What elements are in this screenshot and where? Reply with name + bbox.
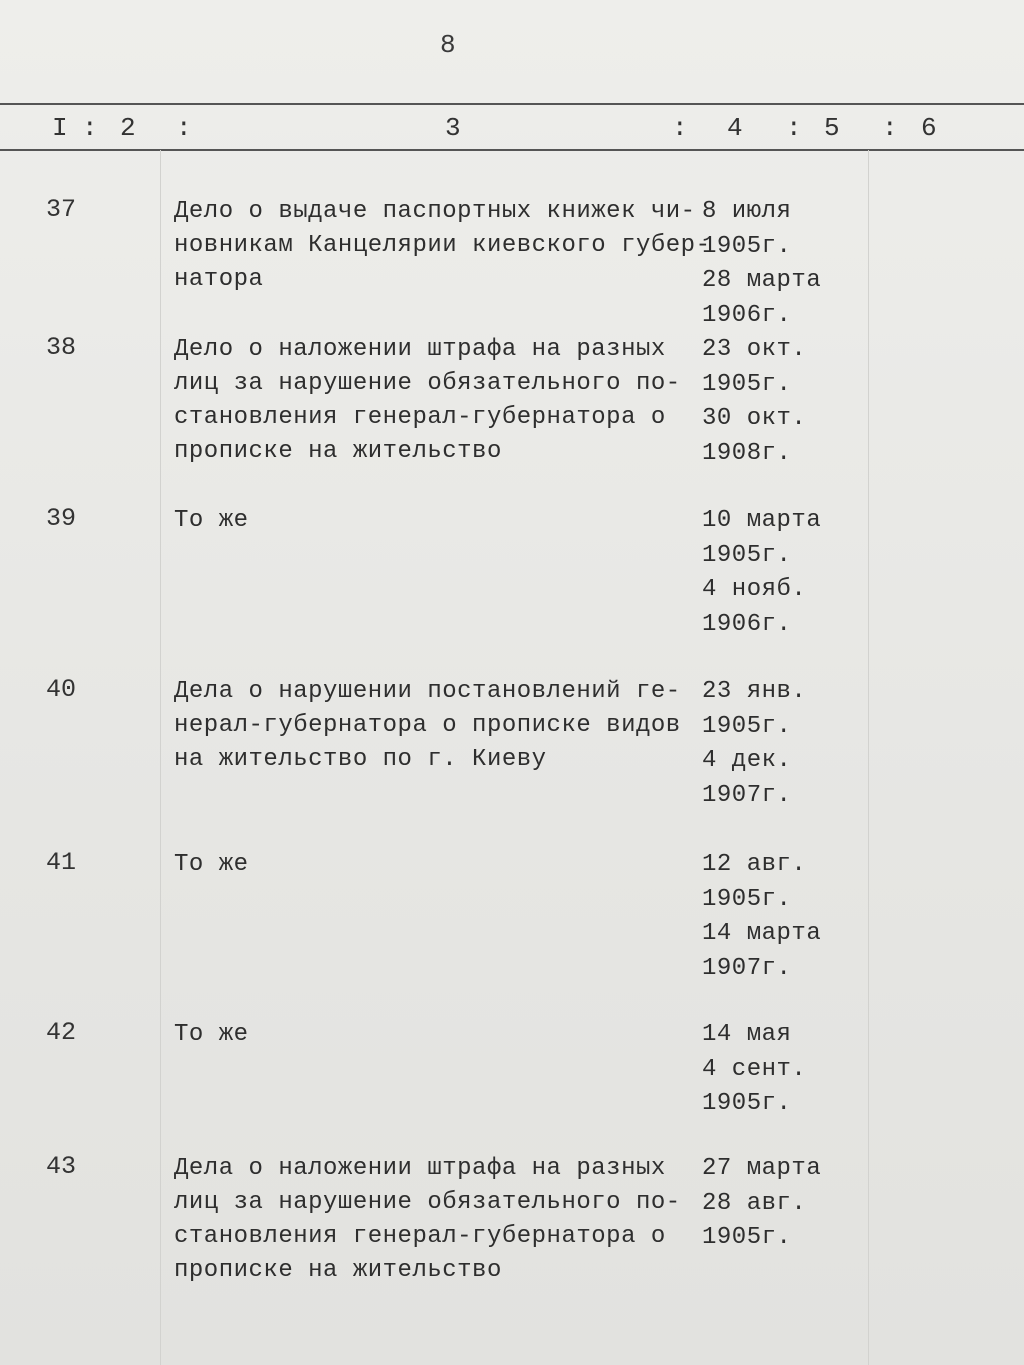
row-dates: 12 авг. 1905г. 14 марта 1907г. (702, 851, 822, 982)
row-number: 37 (46, 195, 77, 224)
row-description: Дело о наложении штрафа на разных лиц за нарушение обязательного по- становления генерал-губернатора о прописке на жительство (174, 336, 681, 465)
row-number: 39 (46, 504, 77, 533)
header-separator: : (82, 113, 98, 143)
header-col-6: 6 (921, 113, 937, 143)
header-bottom-rule (0, 149, 1024, 151)
row-description: Дела о нарушении постановлений ге- нерал-губернатора о прописке видов на жительство по г. Киеву (174, 678, 681, 773)
header-separator: : (672, 113, 688, 143)
header-top-rule (0, 103, 1024, 105)
row-dates: 10 марта 1905г. 4 нояб. 1906г. (702, 507, 822, 638)
row-number: 38 (46, 333, 77, 362)
row-description: Дело о выдаче паспортных книжек чи- новникам Канцелярии киевского губер- натора (174, 198, 711, 293)
header-separator: : (176, 113, 192, 143)
row-number: 41 (46, 848, 77, 877)
row-dates: 23 янв. 1905г. 4 дек. 1907г. (702, 678, 807, 809)
header-col-2: 2 (120, 113, 136, 143)
row-description: Дела о наложении штрафа на разных лиц за нарушение обязательного по- становления генерал-губернатора о прописке на жительство (174, 1155, 681, 1284)
row-dates: 8 июля 1905г. 28 марта 1906г. (702, 198, 822, 329)
row-dates: 14 мая 4 сент. 1905г. (702, 1021, 807, 1117)
header-col-3: 3 (445, 113, 461, 143)
header-col-1: I (52, 113, 68, 143)
row-number: 42 (46, 1018, 77, 1047)
row-description: То же (174, 507, 249, 534)
header-separator: : (786, 113, 802, 143)
row-dates: 23 окт. 1905г. 30 окт. 1908г. (702, 336, 807, 467)
row-number: 40 (46, 675, 77, 704)
row-description: То же (174, 851, 249, 878)
row-dates: 27 марта 28 авг. 1905г. (702, 1155, 822, 1251)
header-col-5: 5 (824, 113, 840, 143)
column-guide-line (868, 150, 869, 1365)
header-col-4: 4 (727, 113, 743, 143)
row-number: 43 (46, 1152, 77, 1181)
page-number: 8 (440, 30, 456, 60)
header-separator: : (882, 113, 898, 143)
row-description: То же (174, 1021, 249, 1048)
column-guide-line (160, 150, 161, 1365)
